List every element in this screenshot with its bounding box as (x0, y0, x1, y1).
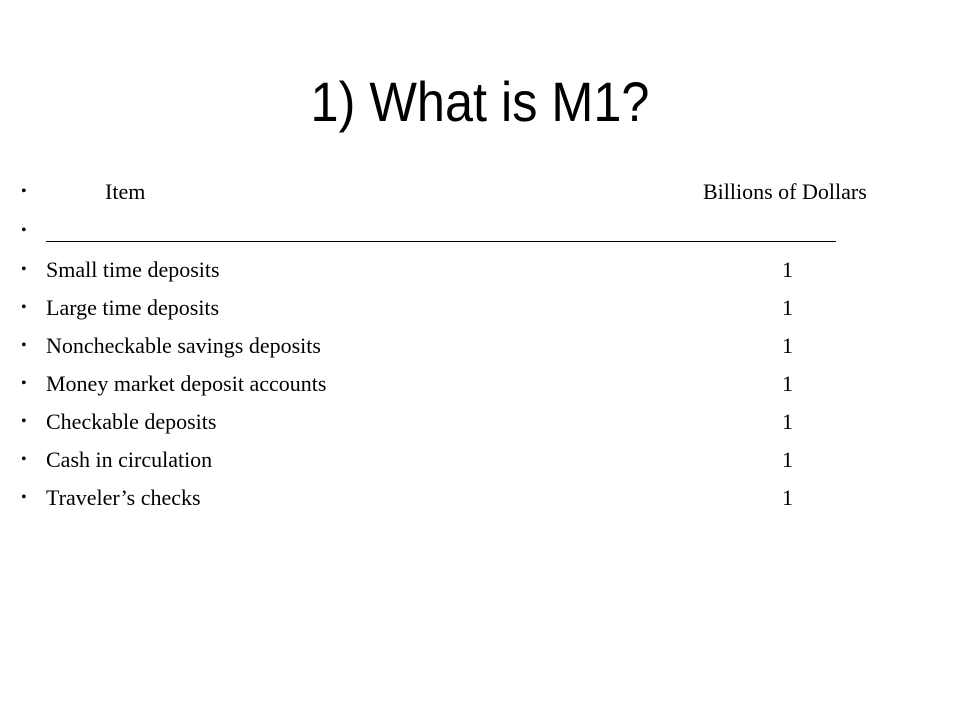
item-label: Checkable deposits (46, 409, 217, 434)
item-value: 1 (782, 371, 793, 396)
item-label: Cash in circulation (46, 447, 213, 472)
list-item (0, 331, 960, 361)
item-label: Small time deposits (46, 257, 220, 282)
bullet-icon: • (21, 451, 27, 468)
separator-row (0, 216, 960, 246)
bullet-icon: • (21, 337, 27, 354)
item-value: 1 (782, 257, 793, 282)
column-header-item: Item (105, 179, 146, 204)
item-value: 1 (782, 447, 793, 472)
bullet-icon: • (21, 183, 27, 200)
list-item (0, 407, 960, 437)
list-item (0, 255, 960, 285)
bullet-icon: • (21, 222, 27, 239)
item-value: 1 (782, 485, 793, 510)
separator-line (46, 241, 836, 242)
list-item (0, 445, 960, 475)
bullet-icon: • (21, 261, 27, 278)
bullet-icon: • (21, 299, 27, 316)
list-item (0, 369, 960, 399)
item-value: 1 (782, 295, 793, 320)
slide-title: 1) What is M1? (310, 70, 650, 133)
item-label: Noncheckable savings deposits (46, 333, 321, 358)
item-label: Large time deposits (46, 295, 220, 320)
bullet-icon: • (21, 489, 27, 506)
bullet-icon: • (21, 413, 27, 430)
table-header-row (0, 177, 960, 207)
item-value: 1 (782, 333, 793, 358)
list-item (0, 483, 960, 513)
item-label: Traveler’s checks (46, 485, 201, 510)
item-label: Money market deposit accounts (46, 371, 327, 396)
item-value: 1 (782, 409, 793, 434)
bullet-icon: • (21, 375, 27, 392)
list-item (0, 293, 960, 323)
column-header-amount: Billions of Dollars (703, 179, 867, 204)
